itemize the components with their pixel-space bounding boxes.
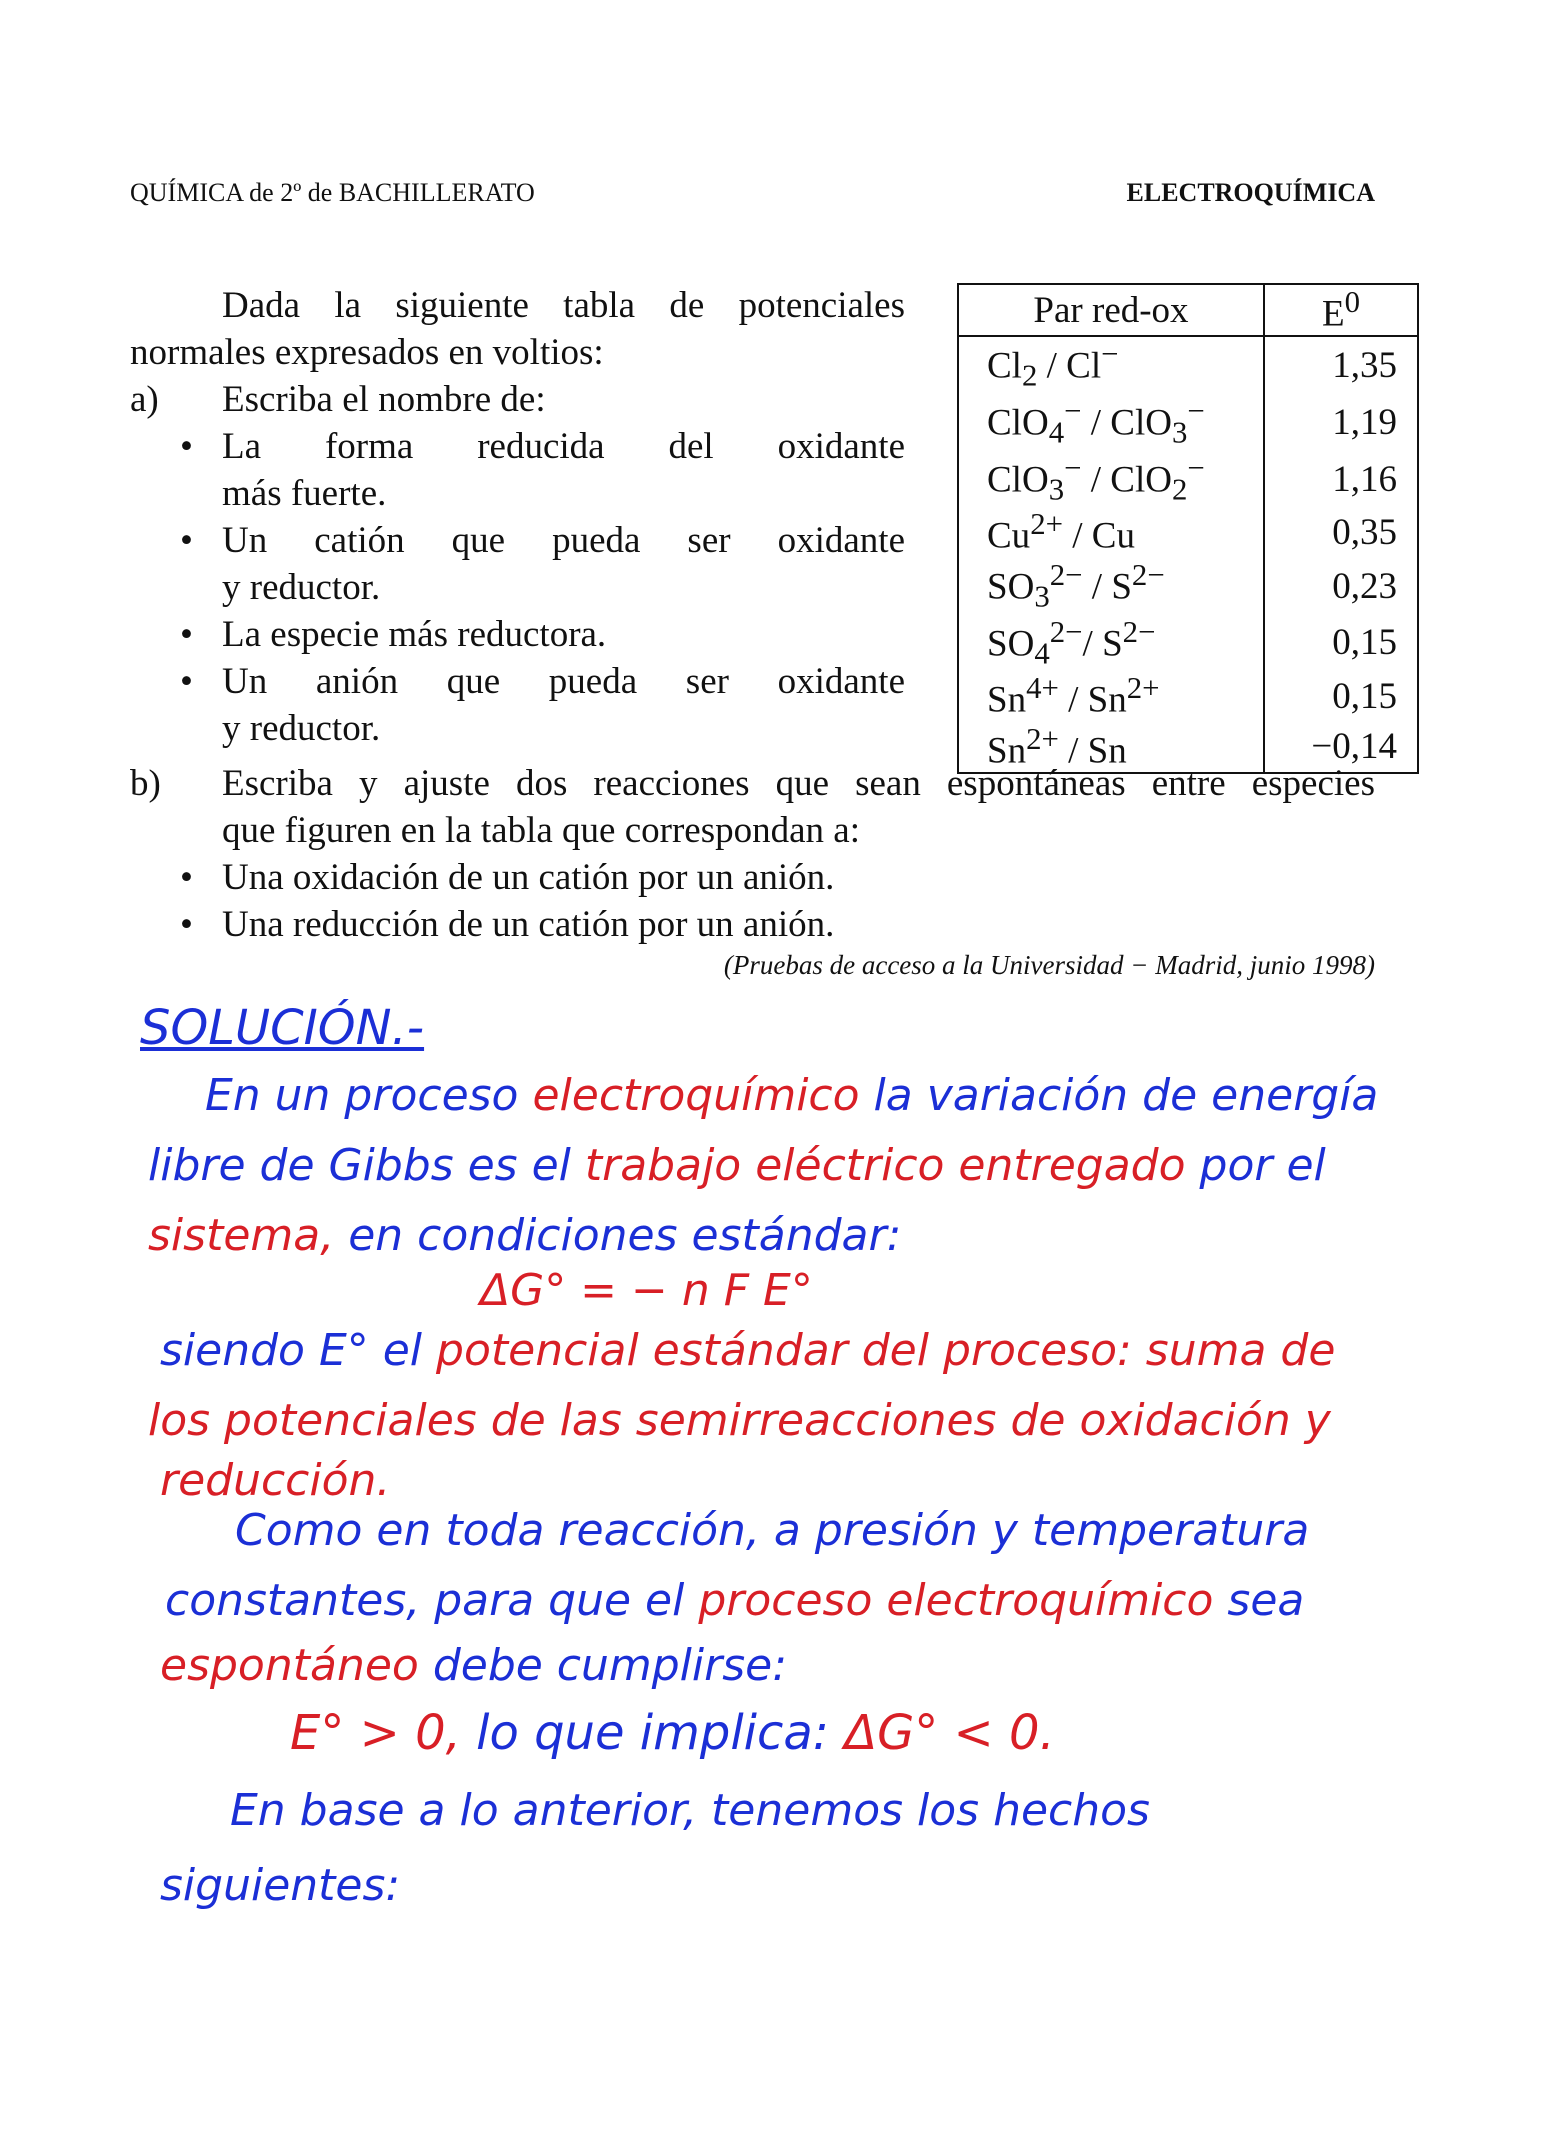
pair-text: ClO (987, 459, 1049, 501)
part-b-label: b) (130, 763, 161, 804)
solution-line-4 (160, 1325, 1335, 1376)
superscript: − (1187, 450, 1205, 485)
potential-superscript: 0 (1344, 285, 1361, 319)
solution-line-1 (205, 1070, 1378, 1121)
superscript: 4+ (1026, 671, 1059, 706)
redox-pair (958, 558, 1264, 615)
potential-value: −0,14 (1264, 722, 1418, 773)
pair-text: / Sn (1058, 729, 1127, 771)
column-header-pair: Par red-ox (958, 284, 1264, 336)
intro-line-2: normales expresados en voltios: (130, 332, 604, 373)
pair-text: / S (1082, 566, 1132, 608)
solution-line-5: los potenciales de las semirreacciones de oxidación y (148, 1395, 1331, 1446)
pair-text: Sn (987, 679, 1027, 721)
subscript: 2 (1171, 472, 1188, 507)
potential-symbol: E (1321, 293, 1345, 335)
bullet-item (130, 901, 1375, 948)
handwritten-text: En un proceso (205, 1070, 533, 1121)
superscript: 2+ (1126, 671, 1160, 706)
handwritten-text: siendo E° el (160, 1325, 437, 1376)
pair-text: / S (1082, 622, 1123, 664)
pair-text: / Cu (1063, 515, 1135, 557)
potential-value: 0,15 (1264, 615, 1418, 672)
redox-pair (958, 671, 1264, 721)
bullet-item (130, 854, 1375, 901)
solution-line-11: siguientes: (160, 1860, 401, 1911)
bullet-text: La especie más reductora. (222, 614, 607, 655)
pair-text: ClO (987, 402, 1049, 444)
superscript: 2− (1049, 614, 1083, 649)
solution-line-9 (160, 1640, 787, 1691)
handwritten-text: lo que implica: (476, 1705, 845, 1761)
handwritten-text: trabajo eléctrico entregado (584, 1140, 1200, 1191)
table-row (958, 615, 1418, 672)
pair-text: SO (987, 622, 1035, 664)
bullet-text: • Un catión que pueda ser oxidante (222, 520, 905, 561)
part-a-bullets (130, 423, 905, 752)
part-a (130, 376, 905, 423)
handwritten-text: electroquímico (532, 1070, 874, 1121)
handwritten-text: sea (1227, 1575, 1305, 1626)
bullet-item (130, 658, 905, 752)
part-b-text-1: Escriba y ajuste dos reacciones que sean espontáneas entre especies (222, 763, 1375, 804)
redox-pair (958, 336, 1264, 394)
handwritten-text: debe cumplirse: (432, 1640, 788, 1691)
solution-line-10: En base a lo anterior, tenemos los hechos (230, 1785, 1150, 1836)
solution-line-2 (148, 1140, 1326, 1191)
subscript: 3 (1171, 415, 1188, 450)
handwritten-text: ΔG° < 0. (844, 1705, 1055, 1761)
subscript: 4 (1034, 636, 1050, 671)
redox-pair (958, 615, 1264, 672)
table-row (958, 451, 1418, 508)
superscript: 2+ (1026, 721, 1059, 756)
header-course: QUÍMICA de 2º de BACHILLERATO (130, 178, 535, 207)
problem-statement (130, 282, 905, 752)
table-row (958, 671, 1418, 721)
table-row (958, 507, 1418, 557)
superscript: − (1064, 394, 1082, 429)
column-header-potential (1264, 284, 1418, 336)
solution-title: SOLUCIÓN.- (140, 1000, 425, 1056)
redox-pair (958, 394, 1264, 451)
part-b-row (130, 760, 1375, 854)
superscript: − (1064, 450, 1082, 485)
intro-line-1: Dada la siguiente tabla de potenciales (222, 285, 905, 326)
handwritten-text: libre de Gibbs es el (148, 1140, 585, 1191)
table-row (958, 336, 1418, 394)
handwritten-text: sistema, (148, 1210, 349, 1261)
bullet-text: y reductor. (222, 567, 381, 608)
gibbs-formula: ΔG° = − n F E° (480, 1265, 813, 1316)
handwritten-text: por el (1199, 1140, 1326, 1191)
part-b-bullets (130, 854, 1375, 948)
solution-line-3 (148, 1210, 901, 1261)
handwritten-text: espontáneo (160, 1640, 433, 1691)
table-row (958, 558, 1418, 615)
subscript: 2 (1021, 359, 1038, 394)
bullet-text: • La forma reducida del oxidante (222, 426, 905, 467)
solution-line-7: Como en toda reacción, a presión y temperatura (235, 1505, 1310, 1556)
pair-text: Sn (987, 729, 1027, 771)
superscript: − (1101, 337, 1119, 372)
table-row (958, 394, 1418, 451)
exam-source: (Pruebas de acceso a la Universidad − Madrid, junio 1998) (723, 950, 1375, 980)
table-header-row (958, 284, 1418, 336)
bullet-text: y reductor. (222, 708, 381, 749)
handwritten-text: en condiciones estándar: (348, 1210, 902, 1261)
potential-value: 1,16 (1264, 451, 1418, 508)
pair-text: Cu (987, 515, 1031, 557)
potential-value: 0,23 (1264, 558, 1418, 615)
superscript: 2+ (1030, 507, 1063, 542)
part-a-text: Escriba el nombre de: (222, 379, 546, 420)
subscript: 3 (1034, 579, 1050, 614)
bullet-item (130, 423, 905, 517)
pair-text: / ClO (1081, 402, 1172, 444)
pair-text: / Sn (1058, 679, 1127, 721)
part-a-label: a) (130, 379, 159, 420)
superscript: 2− (1122, 614, 1156, 649)
pair-text: SO (987, 566, 1035, 608)
potential-value: 0,15 (1264, 671, 1418, 721)
handwritten-text: potencial estándar del proceso: suma de (436, 1325, 1336, 1376)
potential-value: 0,35 (1264, 507, 1418, 557)
bullet-text: Una oxidación de un catión por un anión. (222, 857, 835, 898)
handwritten-text: proceso electroquímico (698, 1575, 1228, 1626)
bullet-item (130, 517, 905, 611)
bullet-text: Una reducción de un catión por un anión. (222, 904, 835, 945)
pair-text: / ClO (1081, 459, 1172, 501)
handwritten-text: la variación de energía (873, 1070, 1379, 1121)
redox-pair (958, 507, 1264, 557)
spontaneity-condition (290, 1705, 1055, 1761)
pair-text: Cl (987, 345, 1022, 387)
part-b (130, 760, 1375, 948)
pair-text: / Cl (1037, 345, 1102, 387)
potential-value: 1,35 (1264, 336, 1418, 394)
header-topic: ELECTROQUÍMICA (1126, 178, 1375, 207)
solution-line-8 (165, 1575, 1304, 1626)
handwritten-text: constantes, para que el (165, 1575, 699, 1626)
subscript: 3 (1048, 472, 1065, 507)
superscript: 2− (1131, 557, 1165, 592)
handwritten-text: E° > 0, (290, 1705, 477, 1761)
bullet-text: • Un anión que pueda ser oxidante (222, 661, 905, 702)
part-b-text-2: que figuren en la tabla que correspondan a: (222, 810, 860, 851)
subscript: 4 (1048, 415, 1065, 450)
superscript: − (1187, 394, 1205, 429)
solution-line-6: reducción. (160, 1455, 391, 1506)
superscript: 2− (1049, 557, 1083, 592)
bullet-item (130, 611, 905, 658)
redox-potential-table (957, 283, 1419, 774)
bullet-text: más fuerte. (222, 473, 387, 514)
potential-value: 1,19 (1264, 394, 1418, 451)
redox-pair (958, 451, 1264, 508)
